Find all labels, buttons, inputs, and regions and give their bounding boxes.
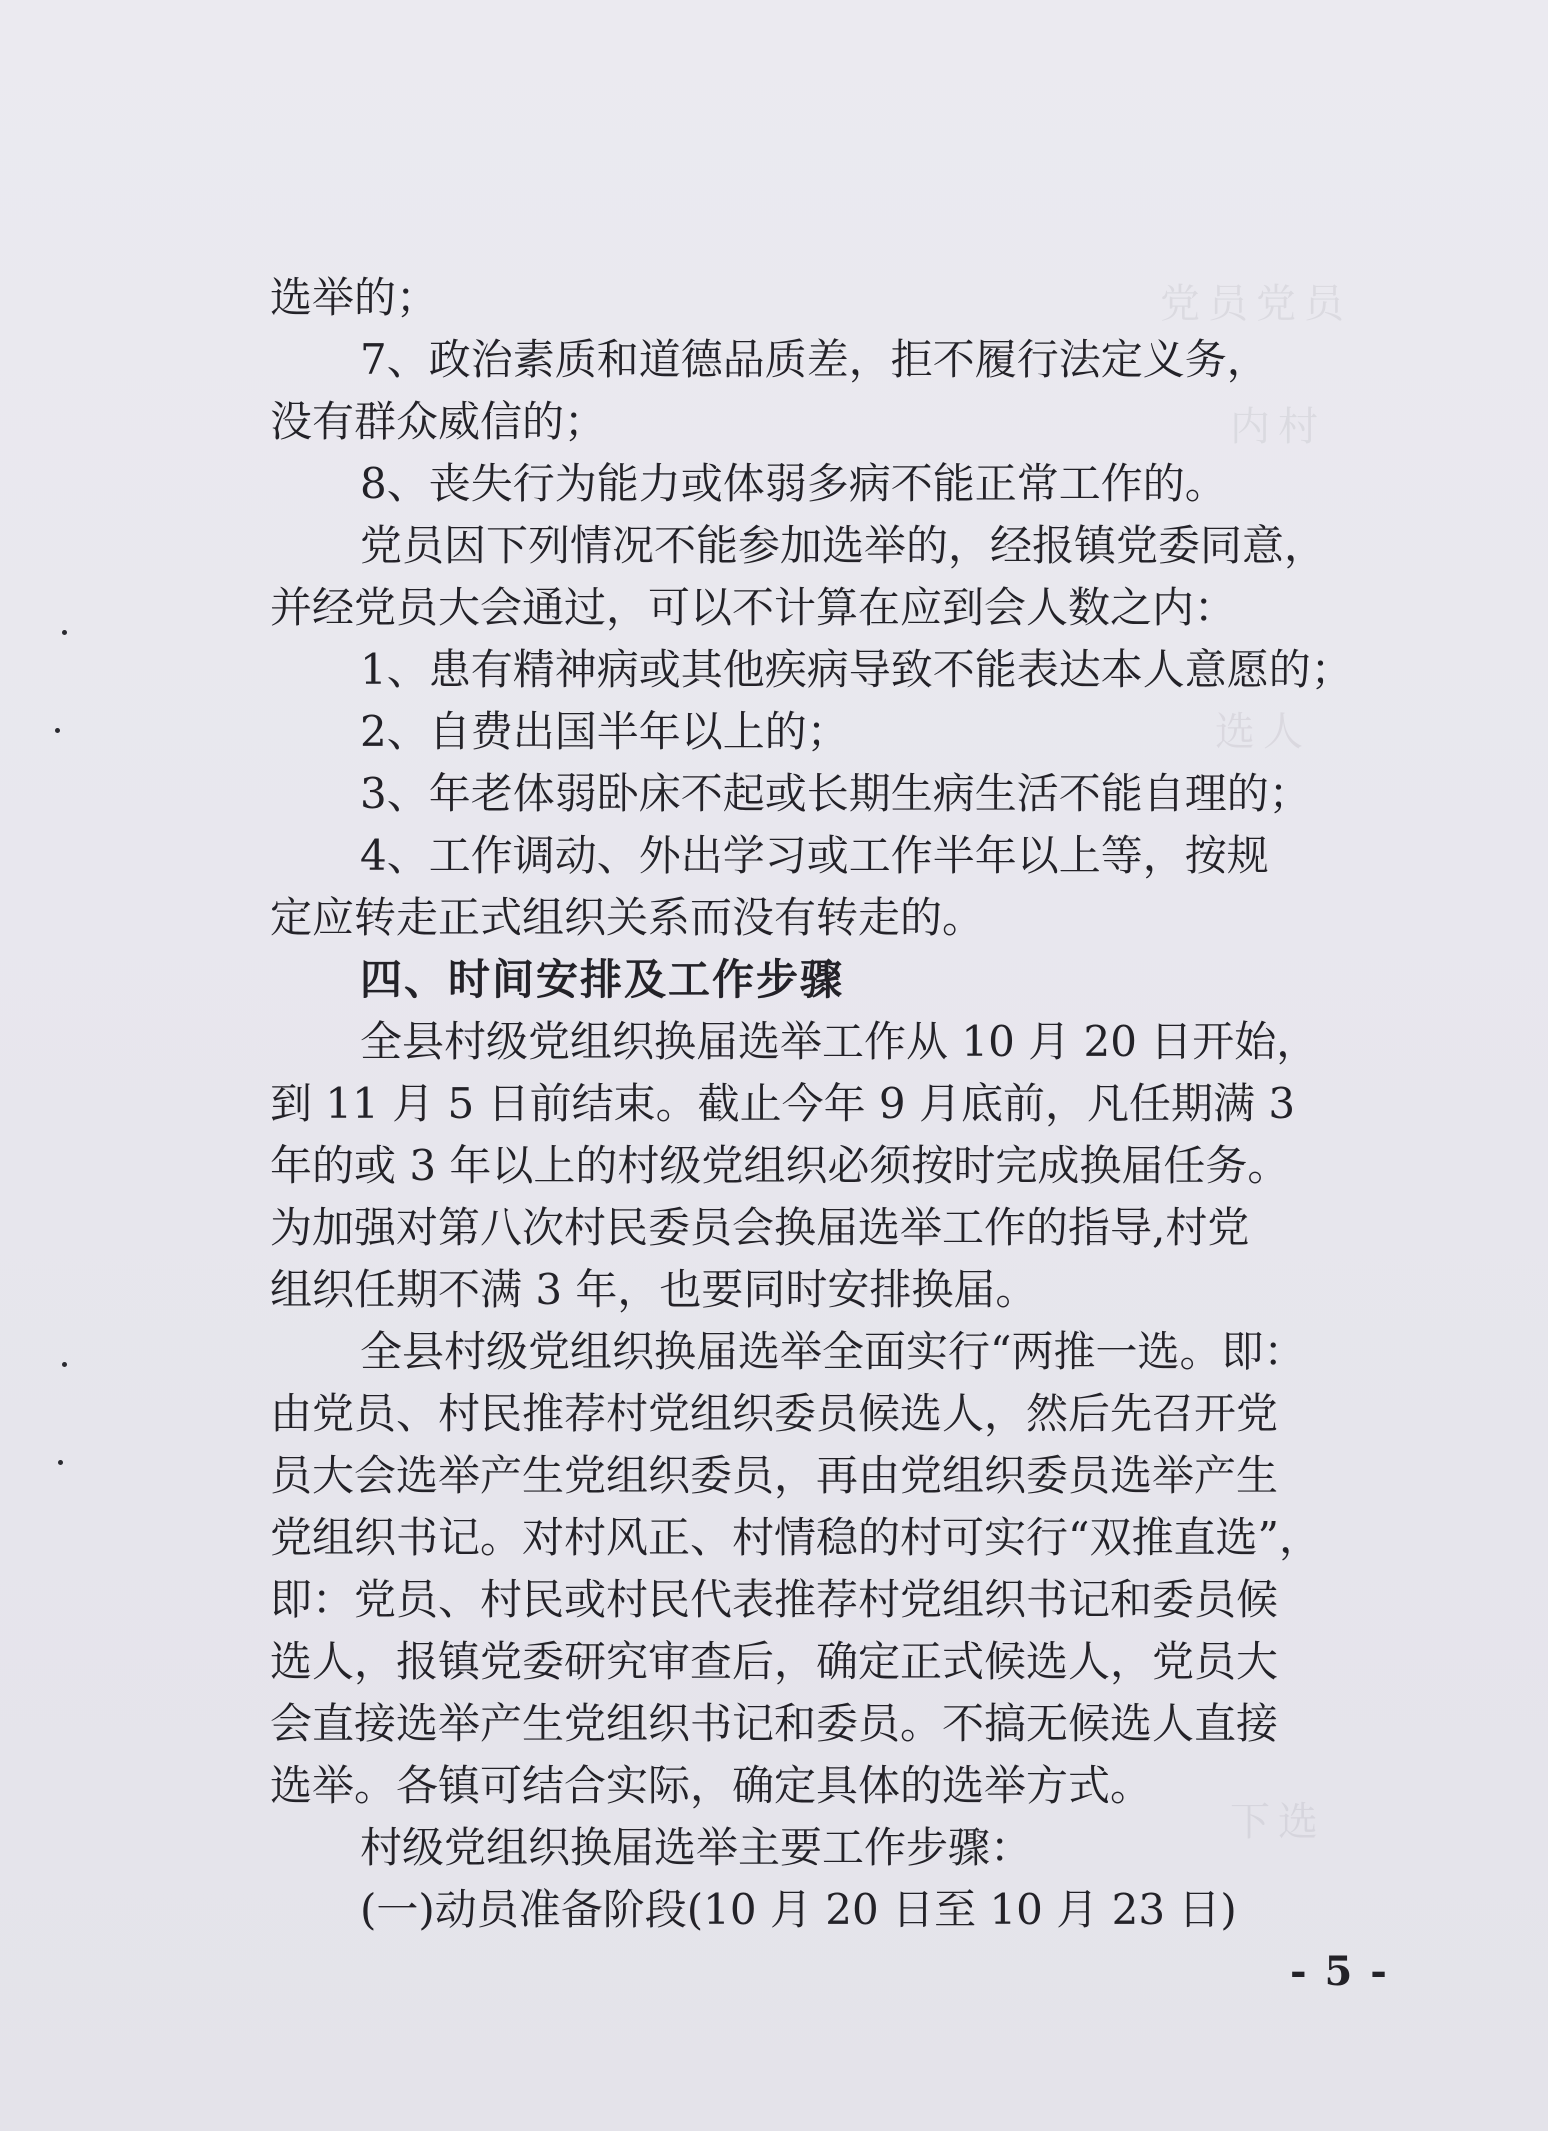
text-line: 村级党组织换届选举主要工作步骤： — [360, 1823, 1033, 1872]
show-through-text: 内村 — [1230, 404, 1326, 450]
text-line: 由党员、村民推荐村党组织委员候选人，然后先召开党 — [270, 1389, 1279, 1438]
section-heading: 四、时间安排及工作步骤 — [360, 955, 845, 1004]
binding-hole — [62, 1362, 67, 1367]
text-line: 选举的； — [270, 273, 439, 322]
text-line: 7、政治素质和道德品质差，拒不履行法定义务， — [360, 335, 1269, 384]
text-line: 选人，报镇党委研究审查后，确定正式候选人，党员大 — [270, 1637, 1279, 1686]
show-through-text: 党员党员 — [1160, 281, 1352, 327]
page-number: - 5 - — [1290, 1948, 1389, 1995]
text-line: 会直接选举产生党组织书记和委员。不搞无候选人直接 — [270, 1699, 1279, 1748]
text-line: 并经党员大会通过，可以不计算在应到会人数之内： — [270, 583, 1237, 632]
binding-hole — [62, 630, 67, 635]
text-line: 全县村级党组织换届选举全面实行“两推一选。即： — [360, 1327, 1306, 1376]
text-line: 年的或 3 年以上的村级党组织必须按时完成换届任务。 — [270, 1141, 1290, 1190]
text-line: 选举。各镇可结合实际，确定具体的选举方式。 — [270, 1761, 1153, 1810]
text-line: 党组织书记。对村风正、村情稳的村可实行“双推直选”， — [270, 1513, 1321, 1562]
text-line: 到 11 月 5 日前结束。截止今年 9 月底前，凡任期满 3 — [270, 1079, 1296, 1128]
show-through-text: 选人 — [1215, 709, 1311, 755]
text-line: 员大会选举产生党组织委员，再由党组织委员选举产生 — [270, 1451, 1279, 1500]
binding-hole — [58, 1460, 63, 1465]
text-line: 定应转走正式组织关系而没有转走的。 — [270, 893, 985, 942]
text-line: 为加强对第八次村民委员会换届选举工作的指导,村党 — [270, 1203, 1250, 1252]
text-line: 3、年老体弱卧床不起或长期生病生活不能自理的； — [360, 769, 1311, 818]
text-line: 8、丧失行为能力或体弱多病不能正常工作的。 — [360, 459, 1227, 508]
text-line: (一)动员准备阶段(10 月 20 日至 10 月 23 日) — [360, 1885, 1237, 1934]
text-line: 1、患有精神病或其他疾病导致不能表达本人意愿的； — [360, 645, 1353, 694]
text-line: 4、工作调动、外出学习或工作半年以上等，按规 — [360, 831, 1269, 880]
binding-hole — [55, 728, 60, 733]
show-through-text: 下选 — [1230, 1799, 1326, 1845]
text-line: 即：党员、村民或村民代表推荐村党组织书记和委员候 — [270, 1575, 1279, 1624]
text-line: 全县村级党组织换届选举工作从 10 月 20 日开始， — [360, 1017, 1319, 1066]
text-line: 2、自费出国半年以上的； — [360, 707, 849, 756]
text-line: 没有群众威信的； — [270, 397, 607, 446]
text-line: 组织任期不满 3 年，也要同时安排换届。 — [270, 1265, 1038, 1314]
text-line: 党员因下列情况不能参加选举的，经报镇党委同意， — [360, 521, 1327, 570]
